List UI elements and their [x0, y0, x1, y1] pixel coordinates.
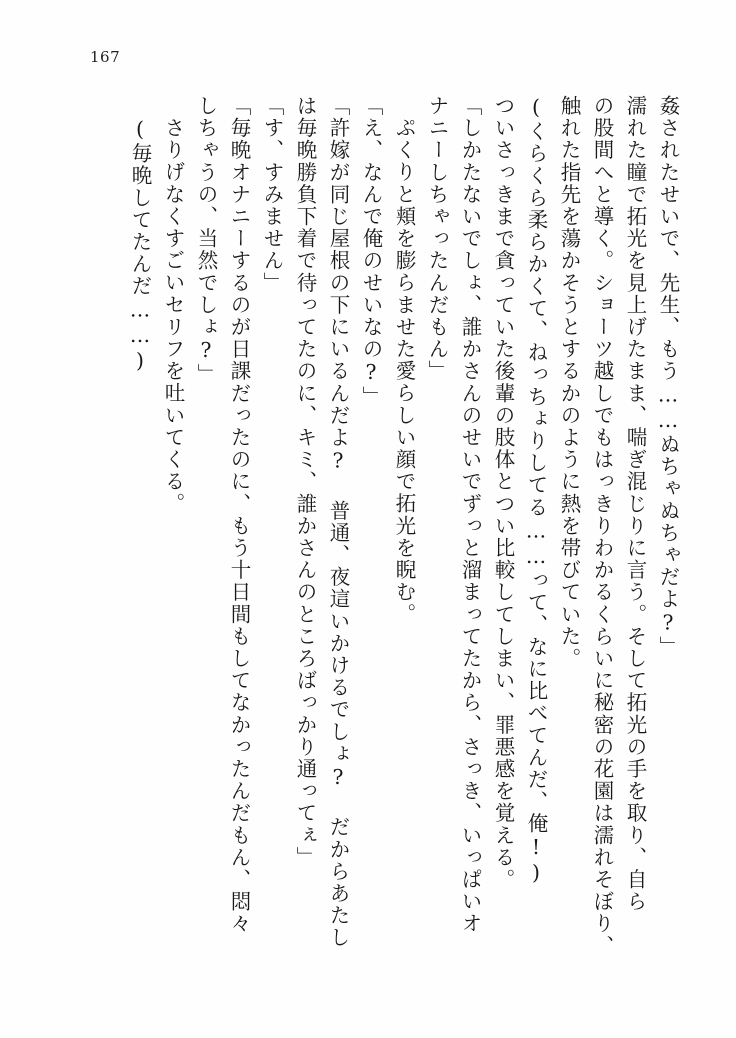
text-line: 「しかたないでしょ、誰かさんのせいでずっと溜まってたから、さっき、いっぱいオ [458, 95, 482, 935]
text-line: 「許嫁が同じ屋根の下にいるんだよ? 普通、夜這いかけるでしょ? だからあたし [326, 95, 350, 949]
text-line: 姦されたせいで、先生、もう……ぬちゃぬちゃだよ?」 [656, 95, 680, 658]
text-line: さりげなくすごいセリフを吐いてくる。 [161, 117, 185, 515]
text-line: ついさっきまで貪っていた後輩の肢体とつい比較してしまい、罪悪感を覚える。 [491, 95, 515, 891]
text-line: (くらくら柔らかくて、ねっちょりしてる……って、なに比べてんだ、俺!) [524, 95, 548, 886]
text-line: ぷくりと頬を膨らませた愛らしい顔で拓光を睨む。 [392, 117, 416, 626]
text-line: しちゃうの、当然でしょ?」 [194, 95, 218, 386]
text-line: 「毎晩オナニーするのが日課だったのに、もう十日間もしてなかったんだもん、悶々 [227, 95, 251, 935]
text-line: の股間へと導く。ショーツ越しでもはっきりわかるくらいに秘密の花園は濡れそぼり、 [590, 95, 614, 957]
vertical-text-body [56, 95, 678, 985]
text-line: ナニーしちゃったんだもん」 [425, 95, 449, 383]
text-line: 「す、すみません」 [260, 95, 284, 294]
text-line: 濡れた瞳で拓光を見上げたまま、喘ぎ混じりに言う。そして拓光の手を取り、自ら [623, 95, 647, 913]
text-line: は毎晩勝負下着で待ってたのに、キミ、誰かさんのところばっかり通ってぇ」 [293, 95, 317, 869]
text-line: (毎晩してたんだ……) [128, 117, 152, 375]
text-line: 触れた指先を蕩かそうとするかのように熱を帯びていた。 [557, 95, 581, 670]
text-line: 「え、なんで俺のせいなの?」 [359, 95, 383, 408]
page-number: 167 [90, 48, 121, 66]
